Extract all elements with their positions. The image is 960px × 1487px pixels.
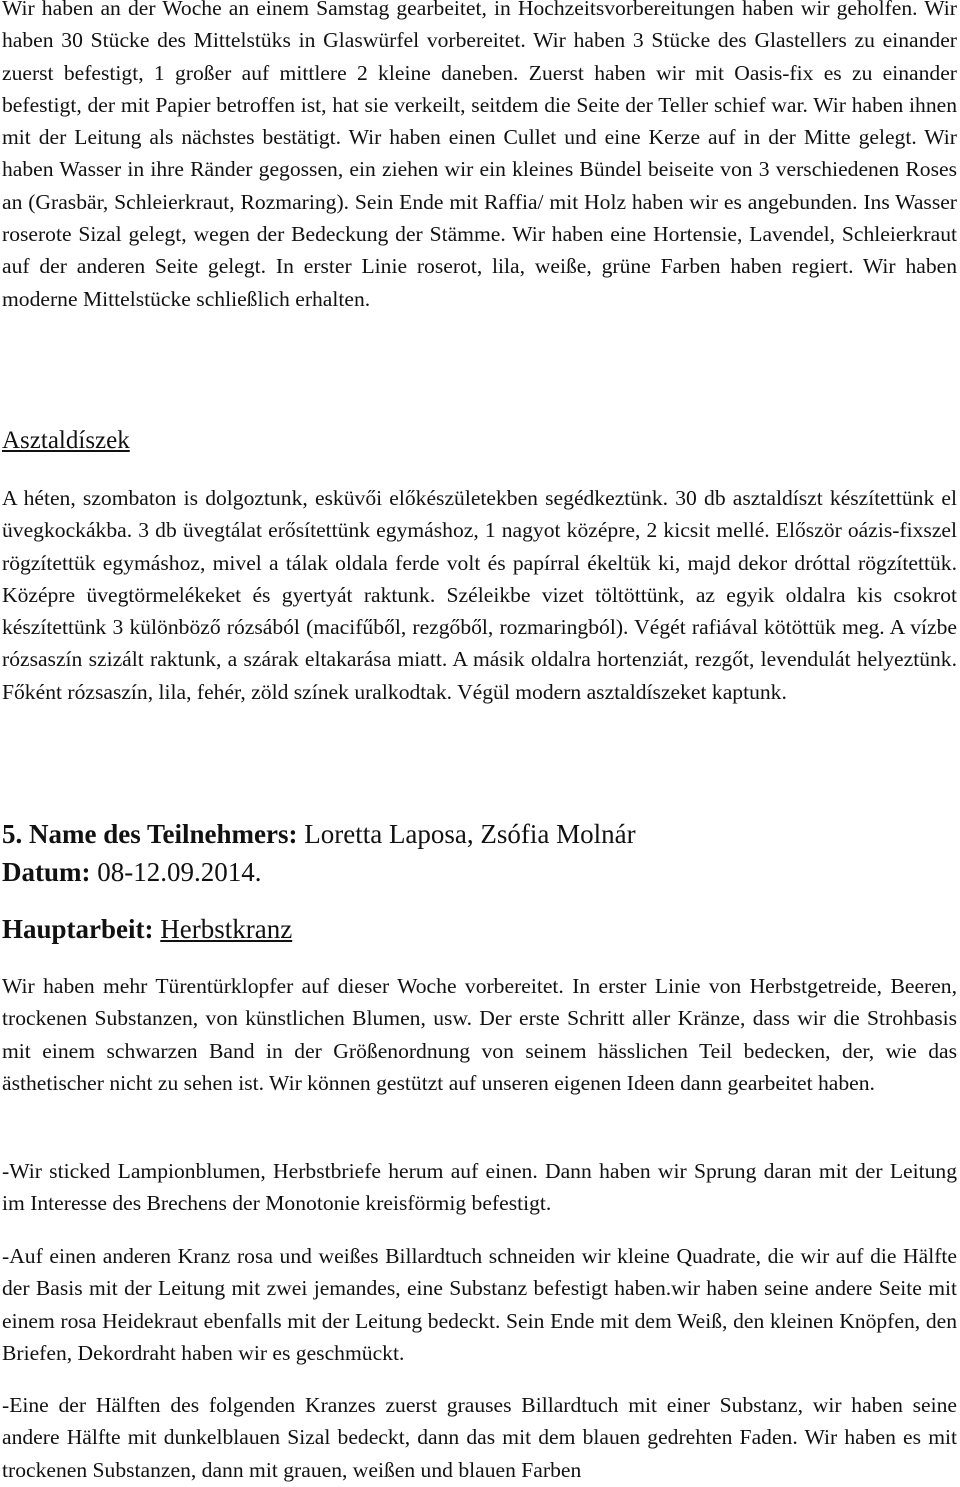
participant-line bbox=[2, 817, 957, 851]
hungarian-section-heading: Asztaldíszek bbox=[2, 427, 130, 454]
german-paragraph-grey-wreath: -Eine der Hälften des folgenden Kranzes zuerst grauses Billardtuch mit einer Substanz, wir haben seine andere Hälfte mit dunkelblauen Sizal bedeckt, dann das mit dem blauen gedrehten Faden. Wir haben es mit trockenen Substanzen, dann mit grauen, weißen und blauen Farben bbox=[2, 1393, 957, 1482]
hungarian-paragraph-centerpieces: A héten, szombaton is dolgoztunk, esküvői előkészületekben segédkeztünk. 30 db asztaldíszt készítettünk el üvegkockákba. 3 db üvegtálat erősítettünk egymáshoz, 1 nagyot középre, 2 kicsit mellé. Először oázis-fixszel rögzítettük egymáshoz, mivel a tálak oldala ferde volt és papírral ékeltük ki, majd dekor dróttal rögzítettük. Középre üvegtörmelékeket és gyertyát raktunk. Széleikbe vizet töltöttünk, az egyik oldalra kis csokrot készítettünk 3 különböző rózsából (macifűből, rezgőből, rozmaringból). Végét rafiával kötöttük meg. A vízbe rózsaszín szizált raktunk, a szárak eltakarása miatt. A másik oldalra hortenziát, rezgőt, levendulát helyeztünk. Főként rózsaszín, lila, fehér, zöld színek uralkodtak. Végül modern asztaldíszeket kaptunk. bbox=[2, 486, 957, 704]
german-paragraph-lampion: -Wir sticked Lampionblumen, Herbstbriefe herum auf einen. Dann haben wir Sprung daran mit der Leitung im Interesse des Brechens der Monotonie kreisförmig befestigt. bbox=[2, 1159, 957, 1216]
date-line bbox=[2, 855, 957, 889]
german-paragraph-wreath-intro: Wir haben mehr Türentürklopfer auf dieser Woche vorbereitet. In erster Linie von Herbstgetreide, Beeren, trockenen Substanzen, von künstlichen Blumen, usw. Der erste Schritt aller Kränze, dass wir die Strohbasis mit einem schwarzen Band in der Größenordnung von seinem hässlichen Teil bedecken, der, wie das ästhetischer nicht zu sehen ist. Wir können gestützt auf unseren eigenen Ideen dann gearbeitet haben. bbox=[2, 974, 957, 1095]
main-work-title: Herbstkranz bbox=[160, 914, 293, 944]
main-work-line bbox=[2, 912, 957, 946]
participant-names: Loretta Laposa, Zsófia Molnár bbox=[297, 819, 636, 849]
date-value: 08-12.09.2014. bbox=[90, 857, 262, 887]
participant-label: 5. Name des Teilnehmers: bbox=[2, 819, 298, 849]
date-label: Datum: bbox=[2, 857, 91, 887]
german-paragraph-centerpieces: Wir haben an der Woche an einem Samstag gearbeitet, in Hochzeitsvorbereitungen haben wir geholfen. Wir haben 30 Stücke des Mittelstüks in Glaswürfel vorbereitet. Wir haben 3 Stücke des Glastellers zu einander zuerst befestigt, 1 großer auf mittlere 2 kleine daneben. Zuerst haben wir mit Oasis-fix es zu einander befestigt, der mit Papier betroffen ist, hat sie verkeilt, seitdem die Seite der Teller schief war. Wir haben ihnen mit der Leitung als nächstes bestätigt. Wir haben einen Cullet und eine Kerze auf in der Mitte gelegt. Wir haben Wasser in ihre Ränder gegossen, ein ziehen wir ein kleines Bündel beiseite von 3 verschiedenen Roses an (Grasbär, Schleierkraut, Rozmaring). Sein Ende mit Raffia/ mit Holz haben wir es angebunden. Ins Wasser roserote Sizal gelegt, wegen der Bedeckung der Stämme. Wir haben eine Hortensie, Lavendel, Schleierkraut auf der anderen Seite gelegt. In erster Linie roserot, lila, weiße, grüne Farben haben regiert. Wir haben moderne Mittelstücke schließlich erhalten. bbox=[2, 0, 957, 311]
german-paragraph-pink-wreath: -Auf einen anderen Kranz rosa und weißes Billardtuch schneiden wir kleine Quadrate, die wir auf die Hälfte der Basis mit der Leitung mit zwei jemandes, eine Substanz befestigt haben.wir haben seine andere Seite mit einem rosa Heidekraut ebenfalls mit der Leitung bedeckt. Sein Ende mit dem Weiß, den kleinen Knöpfen, den Briefen, Dekordraht haben wir es geschmückt. bbox=[2, 1244, 957, 1365]
main-work-label: Hauptarbeit: bbox=[2, 914, 154, 944]
